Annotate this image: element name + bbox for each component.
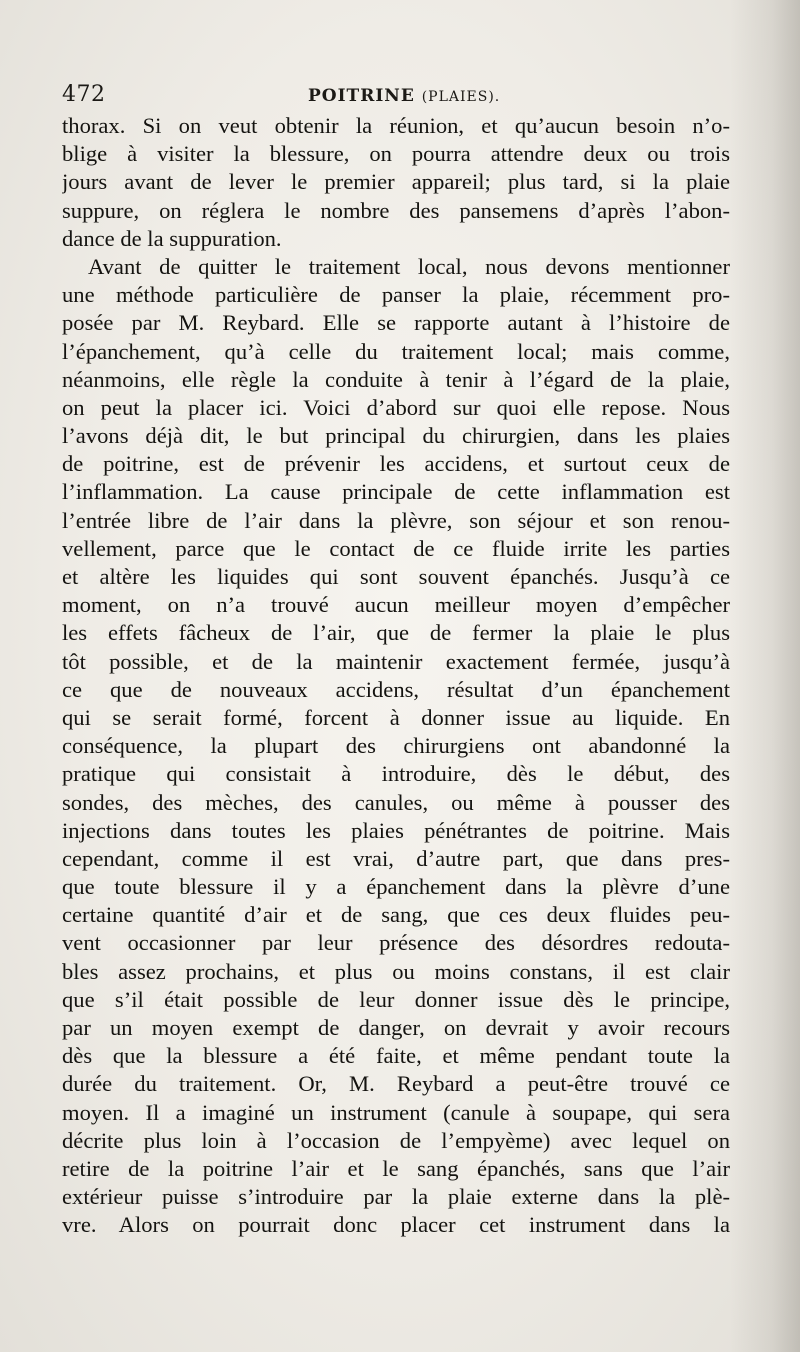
text-line: conséquence, la plupart des chirurgiens ont abandonné la bbox=[62, 733, 730, 759]
text-line: qui se serait formé, forcent à donner issue au liquide. En bbox=[62, 704, 730, 730]
text-line: cependant, comme il est vrai, d’autre part, que dans pres- bbox=[62, 845, 730, 871]
text-line: l’entrée libre de l’air dans la plèvre, son séjour et son renou- bbox=[62, 507, 730, 533]
running-head-sub: (PLAIES). bbox=[421, 89, 501, 105]
text-line: posée par M. Reybard. Elle se rapporte autant à l’histoire de bbox=[62, 310, 730, 336]
text-line: que s’il était possible de leur donner issue dès le principe, bbox=[62, 986, 730, 1012]
running-head-main: POITRINE bbox=[308, 86, 415, 106]
text-line: bles assez prochains, et plus ou moins constans, il est clair bbox=[62, 958, 730, 984]
text-line: tôt possible, et de la maintenir exactement fermée, jusqu’à bbox=[62, 648, 730, 674]
text-line: par un moyen exempt de danger, on devrait y avoir recours bbox=[62, 1015, 730, 1040]
page-spine-shadow bbox=[730, 0, 800, 1352]
text-line: vre. Alors on pourrait donc placer cet instrument dans la bbox=[62, 1212, 730, 1238]
text-line: jours avant de lever le premier appareil; plus tard, si la plaie bbox=[62, 169, 730, 195]
text-line: et altère les liquides qui sont souvent épanchés. Jusqu’à ce bbox=[62, 564, 730, 589]
text-line: l’avons déjà dit, le but principal du chirurgien, dans les plaies bbox=[62, 423, 730, 449]
text-line: suppure, on réglera le nombre des pansemens d’après l’abon- bbox=[62, 197, 730, 223]
text-line: une méthode particulière de panser la plaie, récemment pro- bbox=[62, 282, 730, 308]
text-line: certaine quantité d’air et de sang, que ces deux fluides peu- bbox=[62, 902, 730, 928]
text-line: Avant de quitter le traitement local, nous devons mentionner bbox=[88, 253, 730, 279]
text-line: ce que de nouveaux accidens, résultat d’un épanchement bbox=[62, 676, 730, 702]
text-line: l’épanchement, qu’à celle du traitement local; mais comme, bbox=[62, 338, 730, 364]
text-line: thorax. Si on veut obtenir la réunion, et qu’aucun besoin n’o- bbox=[62, 113, 730, 138]
text-line: on peut la placer ici. Voici d’abord sur quoi elle repose. Nous bbox=[62, 394, 730, 420]
body-text bbox=[62, 112, 730, 1240]
text-line: les effets fâcheux de l’air, que de fermer la plaie le plus bbox=[62, 620, 730, 646]
text-line: de poitrine, est de prévenir les accidens, et surtout ceux de bbox=[62, 451, 730, 477]
text-line: moyen. Il a imaginé un instrument (canule à soupape, qui sera bbox=[62, 1099, 730, 1125]
text-line: l’inflammation. La cause principale de cette inflammation est bbox=[62, 479, 730, 505]
text-line: retire de la poitrine l’air et le sang épanchés, sans que l’air bbox=[62, 1155, 730, 1181]
running-head bbox=[308, 86, 500, 106]
text-line: durée du traitement. Or, M. Reybard a peut-être trouvé ce bbox=[62, 1071, 730, 1097]
text-line: moment, on n’a trouvé aucun meilleur moyen d’empêcher bbox=[62, 592, 730, 618]
text-line: que toute blessure il y a épanchement dans la plèvre d’une bbox=[62, 874, 730, 900]
page-number: 472 bbox=[62, 82, 106, 107]
text-line: néanmoins, elle règle la conduite à tenir à l’égard de la plaie, bbox=[62, 366, 730, 392]
text-line: extérieur puisse s’introduire par la plaie externe dans la plè- bbox=[62, 1184, 730, 1210]
text-line: pratique qui consistait à introduire, dès le début, des bbox=[62, 761, 730, 787]
text-line: dance de la suppuration. bbox=[62, 225, 282, 251]
text-line: vent occasionner par leur présence des désordres redouta- bbox=[62, 930, 730, 956]
text-line: blige à visiter la blessure, on pourra attendre deux ou trois bbox=[62, 141, 730, 167]
text-line: sondes, des mèches, des canules, ou même à pousser des bbox=[62, 789, 730, 815]
text-line: décrite plus loin à l’occasion de l’empyème) avec lequel on bbox=[62, 1127, 730, 1153]
text-line: dès que la blessure a été faite, et même pendant toute la bbox=[62, 1043, 730, 1069]
page-header bbox=[62, 80, 732, 116]
text-line: vellement, parce que le contact de ce fluide irrite les parties bbox=[62, 535, 730, 561]
text-line: injections dans toutes les plaies pénétrantes de poitrine. Mais bbox=[62, 817, 730, 843]
